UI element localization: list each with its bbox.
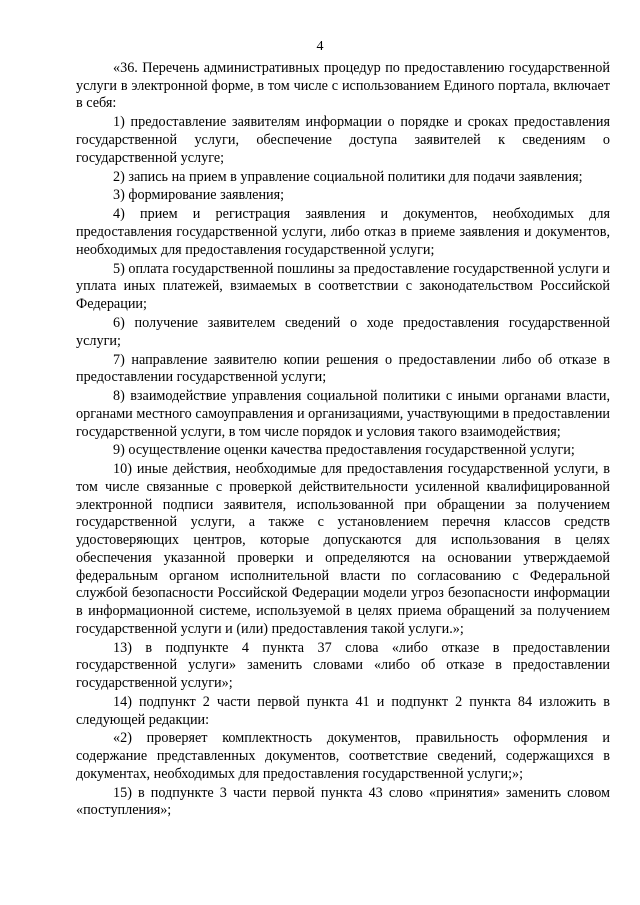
document-body (76, 60, 610, 821)
paragraph-amendment-14-text: «2) проверяет комплектность документов, правильность оформления и содержание представленных документов, соответствие сведений, содержащихся в документах, необходимых для предоставления государственной услуги;»; (76, 730, 610, 782)
paragraph-amendment-14: 14) подпункт 2 части первой пункта 41 и подпункт 2 пункта 84 изложить в следующей редакции: (76, 693, 610, 728)
paragraph-item-2: 2) запись на прием в управление социальной политики для подачи заявления; (113, 168, 583, 185)
paragraph-item-3: 3) формирование заявления; (113, 187, 285, 204)
page-number: 4 (316, 39, 324, 54)
paragraph-item-8: 8) взаимодействие управления социальной политики с иными органами власти, органами местного самоуправления и организациями, участвующими в предоставлении государственной услуги, в том числе порядок и условия такого взаимодействия; (76, 388, 610, 440)
paragraph-amendment-15: 15) в подпункте 3 части первой пункта 43 слово «принятия» заменить словом «поступления»; (76, 784, 610, 819)
paragraph-item-6: 6) получение заявителем сведений о ходе предоставления государственной услуги; (76, 314, 610, 349)
paragraph-item-5: 5) оплата государственной пошлины за предоставление государственной услуги и уплата иных платежей, взимаемых в соответствии с законодательством Российской Федерации; (76, 260, 610, 313)
paragraph-amendment-13: 13) в подпункте 4 пункта 37 слова «либо отказе в предоставлении государственной услуги» заменить словами «либо об отказе в предоставлении государственной услуги»; (76, 639, 610, 691)
paragraph-item-4: 4) прием и регистрация заявления и документов, необходимых для предоставления государственной услуги, либо отказ в приеме заявления и документов, необходимых для предоставления государственной услуги; (76, 206, 610, 258)
paragraph-item-9: 9) осуществление оценки качества предоставления государственной услуги; (113, 442, 575, 459)
paragraph-item-7: 7) направление заявителю копии решения о предоставлении либо об отказе в предоставлении государственной услуги; (76, 351, 610, 386)
paragraph-36-intro: «36. Перечень административных процедур по предоставлению государственной услуги в электронной форме, в том числе с использованием Единого портала, включает в себя: (76, 60, 610, 112)
paragraph-item-10: 10) иные действия, необходимые для предоставления государственной услуги, в том числе связанные с проверкой действительности усиленной квалифицированной электронной подписи заявителя, использованной при обращении за получением государственной услуги, а также с установлением перечня классов средств удостоверяющих центров, которые допускаются для использования в целях обеспечения указанной проверки и определяются на основании утверждаемой федеральным органом исполнительной власти по согласованию с Федеральной службой безопасности Российской Федерации модели угроз безопасности информации в информационной системе, используемой в целях приема обращений за получением государственной услуги и (или) предоставления такой услуги.»; (76, 461, 610, 637)
paragraph-item-1: 1) предоставление заявителям информации о порядке и сроках предоставления государственной услуги, обеспечение доступа заявителей к сведениям о государственной услуге; (76, 114, 610, 166)
